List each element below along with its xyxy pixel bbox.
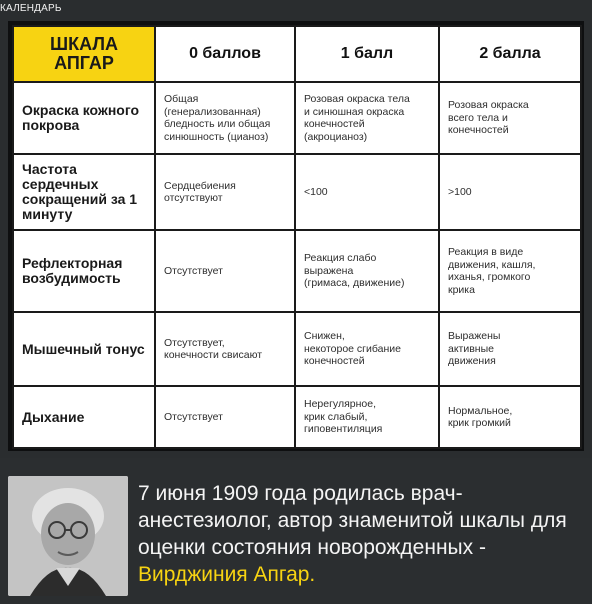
caption-highlight-name: Вирджиния Апгар. [138,563,316,586]
table-cell: <100 [295,154,439,230]
breadcrumb[interactable]: КАЛЕНДАРЬ [0,3,62,14]
row-label: Мышечный тонус [13,312,155,386]
table-cell: Сердцебиения отсутствуют [155,154,295,230]
table-cell: Отсутствует [155,230,295,312]
apgar-table [12,25,582,449]
column-header: 2 балла [439,26,581,82]
table-row [13,230,581,312]
table-header-row [13,26,581,82]
portrait-photo-icon [8,476,128,596]
table-title: ШКАЛА АПГАР [13,26,155,82]
table-cell: Реакция в виде движения, кашля, иханья, громкого крика [439,230,581,312]
table-cell: Нерегулярное, крик слабый, гиповентиляция [295,386,439,448]
table-cell: Общая (генерализованная) бледность или общая синюшность (цианоз) [155,82,295,154]
row-label: Окраска кожного покрова [13,82,155,154]
table-cell: Выражены активные движения [439,312,581,386]
table-cell: Реакция слабо выражена (гримаса, движение) [295,230,439,312]
caption-main: 7 июня 1909 года родилась врач-анестезиолог, автор знаменитой шкалы для оценки состояния новорожденных - [138,482,567,559]
table-cell: Розовая окраска тела и синюшная окраска конечностей (акроцианоз) [295,82,439,154]
table-cell: Отсутствует [155,386,295,448]
apgar-table-wrapper [8,21,584,451]
caption-panel [0,458,592,604]
table-row [13,386,581,448]
column-header: 1 балл [295,26,439,82]
table-cell: Снижен, некоторое сгибание конечностей [295,312,439,386]
table-cell: Нормальное, крик громкий [439,386,581,448]
portrait-photo [8,476,128,596]
table-cell: Розовая окраска всего тела и конечностей [439,82,581,154]
table-row [13,312,581,386]
table-cell: Отсутствует, конечности свисают [155,312,295,386]
row-label: Частота сердечных сокращений за 1 минуту [13,154,155,230]
table-row [13,82,581,154]
row-label: Рефлекторная возбудимость [13,230,155,312]
caption-text [138,480,588,588]
table-cell: >100 [439,154,581,230]
table-row [13,154,581,230]
row-label: Дыхание [13,386,155,448]
column-header: 0 баллов [155,26,295,82]
